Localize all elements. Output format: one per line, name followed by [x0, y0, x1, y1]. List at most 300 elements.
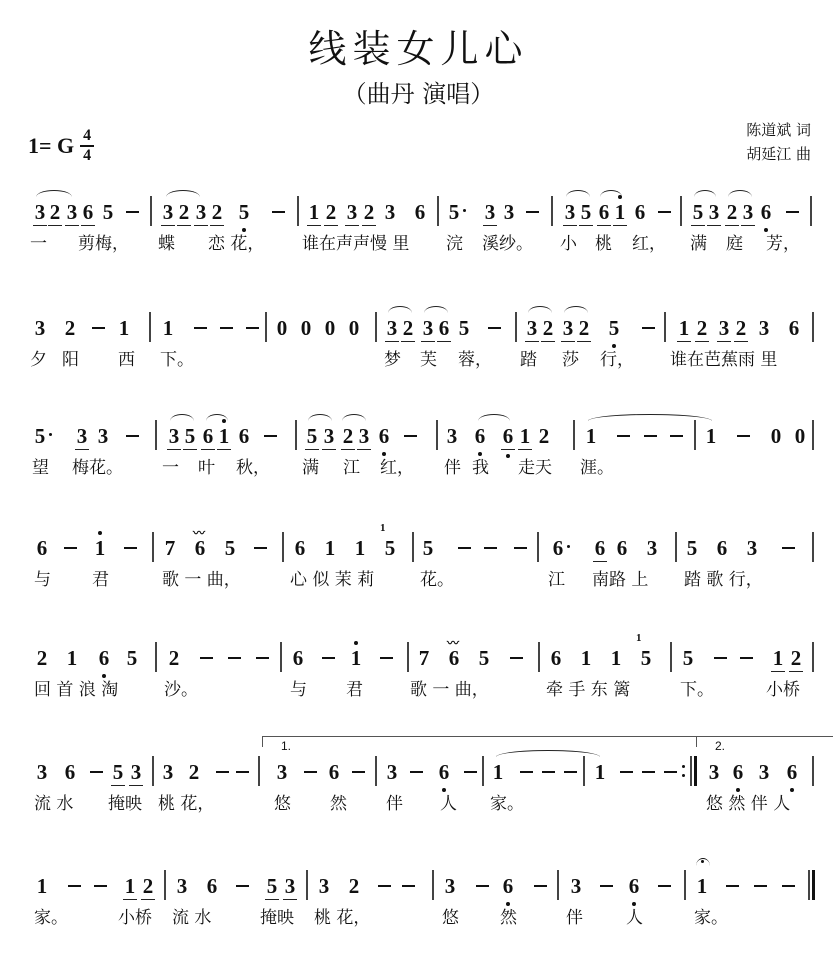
sustain-dash [254, 547, 267, 549]
note: 6 [626, 874, 642, 898]
note: 3 [446, 424, 458, 448]
note: 1 [122, 874, 138, 898]
note: 3 [420, 316, 436, 340]
note: 2 [47, 200, 63, 224]
sustain-dash [124, 547, 137, 549]
sustain-dash [514, 547, 527, 549]
lyric-text: 一 [162, 458, 179, 478]
note: 1 [348, 646, 364, 670]
note: 1 [770, 646, 786, 670]
note: 6 [328, 760, 340, 784]
barline [538, 642, 540, 672]
barline [690, 756, 692, 786]
barline [152, 532, 154, 562]
note: 3 [32, 200, 48, 224]
note: 3 [384, 316, 400, 340]
lyric-text: 君 [346, 680, 363, 700]
slur [566, 190, 590, 197]
sustain-dash [600, 885, 613, 887]
note: 3 [740, 200, 756, 224]
sustain-dash [194, 327, 207, 329]
volta-bracket: 1. [262, 736, 711, 747]
lyric-text: 桃 [595, 234, 612, 254]
lyric-text: 伴 [386, 794, 403, 814]
score-system-1 [0, 200, 837, 280]
repeat-sign [682, 762, 686, 782]
barline [164, 870, 166, 900]
barline [675, 532, 677, 562]
sustain-dash [200, 657, 213, 659]
note: 1 [324, 536, 336, 560]
barline [684, 870, 686, 900]
barline [808, 870, 810, 900]
sustain-dash [564, 771, 577, 773]
note: 1 [610, 646, 622, 670]
note: 3 [746, 536, 758, 560]
note: 2 [168, 646, 180, 670]
note: 6 [592, 536, 608, 560]
note: 0 [794, 424, 806, 448]
note: 3 [318, 874, 330, 898]
lyric-text: 夕 [30, 350, 47, 370]
slur [600, 190, 622, 197]
note: 5 [110, 760, 126, 784]
note: 3 [193, 200, 209, 224]
note: 2 [64, 316, 76, 340]
note: 2 [348, 874, 360, 898]
slur [694, 190, 716, 197]
note: 3 [97, 424, 109, 448]
sustain-dash [410, 771, 423, 773]
sustain-dash [228, 657, 241, 659]
lyric-text: 然 [330, 794, 347, 814]
note: 5 [640, 646, 652, 670]
note: 3 [482, 200, 498, 224]
sustain-dash [542, 771, 555, 773]
note: 1 [517, 424, 533, 448]
lyric-text: 南路 上 [592, 570, 649, 590]
barline [375, 756, 377, 786]
note: 6 [36, 536, 48, 560]
note: 1 [118, 316, 130, 340]
note: 5 [578, 200, 594, 224]
lyric-text: 人 [626, 908, 643, 928]
lyric-text: 悠 [442, 908, 459, 928]
note: 3 [162, 760, 174, 784]
grace-note: 1 [636, 632, 642, 644]
barline [152, 756, 154, 786]
note: 1 [306, 200, 322, 224]
score-system-7 [0, 874, 837, 954]
note: 1 [492, 760, 504, 784]
sustain-dash [617, 435, 630, 437]
score-system-4 [0, 522, 837, 616]
slur [308, 414, 332, 421]
note: 2 [209, 200, 225, 224]
note: 6 [596, 200, 612, 224]
final-barline [812, 870, 815, 900]
note: 0 [276, 316, 288, 340]
slur [170, 414, 194, 421]
lyric-text: 剪梅， [78, 234, 129, 254]
slur [206, 414, 228, 421]
barline [295, 420, 297, 450]
sustain-dash [534, 885, 547, 887]
note: 6 [294, 536, 306, 560]
note: 6 [436, 316, 452, 340]
note: 2 [540, 316, 556, 340]
note: 0 [324, 316, 336, 340]
lyric-text: 与 [34, 570, 51, 590]
sustain-dash [126, 211, 139, 213]
lyric-text: 沙。 [164, 680, 198, 700]
barline [306, 870, 308, 900]
note: 6 [730, 760, 746, 784]
barline [515, 312, 517, 342]
note: 6 [376, 424, 392, 448]
barline [694, 420, 696, 450]
note: 1 [66, 646, 78, 670]
note: 2 [36, 646, 48, 670]
note: 3 [384, 200, 396, 224]
note: 7 [418, 646, 430, 670]
slur [588, 414, 712, 421]
lyric-text: 叶 [198, 458, 215, 478]
lyric-text: 人 [440, 794, 457, 814]
sustain-dash [782, 547, 795, 549]
note: 3 [128, 760, 144, 784]
lyric-text: 悠 然 伴 人 [706, 794, 791, 814]
note: 3 [570, 874, 582, 898]
sustain-dash [64, 547, 77, 549]
lyric-text: 悠 [274, 794, 291, 814]
note: 3 [176, 874, 188, 898]
note: 5 [422, 536, 434, 560]
lyric-text: 恋 花， [208, 234, 265, 254]
note: 6 [758, 200, 774, 224]
note: 0 [348, 316, 360, 340]
barline [375, 312, 377, 342]
sustain-dash [670, 435, 683, 437]
mordent-icon: 〰 [447, 636, 458, 650]
lyric-text: 涯。 [580, 458, 614, 478]
composer-credit: 胡延江 曲 [746, 145, 811, 163]
lyric-text: 行， [600, 350, 634, 370]
note: 3 [160, 200, 176, 224]
slur [528, 306, 552, 313]
final-barline [694, 756, 697, 786]
sustain-dash [484, 547, 497, 549]
barline [280, 642, 282, 672]
lyric-text: 君 [92, 570, 109, 590]
sustain-dash [737, 435, 750, 437]
lyric-text: 掩映 [108, 794, 142, 814]
high-octave-dot [354, 641, 358, 645]
key-label: 1= G [28, 133, 75, 158]
grace-note: 1 [380, 522, 386, 534]
note: 6 [436, 760, 452, 784]
lyric-text: 莎 [562, 350, 579, 370]
barline [482, 756, 484, 786]
barline [149, 312, 151, 342]
slur [728, 190, 752, 197]
lyric-text: 溪纱。 [482, 234, 533, 254]
note: 6 [238, 424, 250, 448]
slur [36, 190, 72, 197]
note: 5 [34, 424, 46, 448]
note: 1 [162, 316, 174, 340]
lyric-text: 满 [690, 234, 707, 254]
note: 3 [34, 316, 46, 340]
lyric-text: 家。 [34, 908, 68, 928]
note: 5 [606, 316, 622, 340]
note: 2 [400, 316, 416, 340]
note: 5 [304, 424, 320, 448]
note: 3 [758, 316, 770, 340]
sustain-dash [488, 327, 501, 329]
sustain-dash [754, 885, 767, 887]
note: 6 [448, 646, 460, 670]
sustain-dash [620, 771, 633, 773]
lyric-text: 回 首 浪 淘 [34, 680, 119, 700]
lyric-text: 小 [560, 234, 577, 254]
barline [412, 532, 414, 562]
lyric-text: 谁在声声慢 里 [302, 234, 410, 254]
sustain-dash [236, 771, 249, 773]
note: 3 [708, 760, 720, 784]
barline [680, 196, 682, 226]
sustain-dash [476, 885, 489, 887]
sustain-dash [380, 657, 393, 659]
score-system-2 [0, 316, 837, 396]
lyric-text: 走天 [518, 458, 552, 478]
barline [155, 420, 157, 450]
barline [432, 870, 434, 900]
lyric-text: 满 [302, 458, 319, 478]
note: 3 [646, 536, 658, 560]
note: 6 [552, 536, 564, 560]
lyric-text: 江 [548, 570, 565, 590]
note: 3 [36, 760, 48, 784]
lyric-text: 蓉， [458, 350, 492, 370]
note: 6 [194, 536, 206, 560]
sustain-dash [782, 885, 795, 887]
note: 5 [384, 536, 396, 560]
score-system-3 [0, 424, 837, 504]
note: 3 [356, 424, 372, 448]
note: 6 [634, 200, 646, 224]
sustain-dash [126, 435, 139, 437]
slur [388, 306, 412, 313]
score-system-6 [0, 739, 837, 840]
slur [496, 750, 600, 757]
sustain-dash [94, 885, 107, 887]
note: 3 [276, 760, 288, 784]
time-signature [80, 128, 94, 164]
barline [258, 756, 260, 786]
note: 6 [500, 424, 516, 448]
time-sig-bottom: 4 [83, 147, 92, 164]
barline [573, 420, 575, 450]
note: 5 [690, 200, 706, 224]
barline [282, 532, 284, 562]
barline [407, 642, 409, 672]
lyric-text: 家。 [490, 794, 524, 814]
sustain-dash [90, 771, 103, 773]
lyricist-credit: 陈道斌 词 [746, 121, 811, 139]
note: 2 [694, 316, 710, 340]
lyric-text: 浣 [446, 234, 463, 254]
augmentation-dot [567, 545, 570, 548]
note: 6 [716, 536, 728, 560]
sustain-dash [402, 885, 415, 887]
lyric-text: 桃 花， [314, 908, 371, 928]
sustain-dash [714, 657, 727, 659]
sustain-dash [92, 327, 105, 329]
sustain-dash [404, 435, 417, 437]
note: 5 [236, 200, 252, 224]
lyric-text: 踏 歌 行， [684, 570, 763, 590]
note: 5 [686, 536, 698, 560]
note: 1 [354, 536, 366, 560]
note: 6 [96, 646, 112, 670]
note: 6 [200, 424, 216, 448]
mordent-icon: 〰 [193, 526, 204, 540]
note: 3 [716, 316, 732, 340]
barline [436, 420, 438, 450]
sustain-dash [220, 327, 233, 329]
sustain-dash [658, 885, 671, 887]
high-octave-dot [98, 531, 102, 535]
lyric-text: 秋， [236, 458, 270, 478]
note: 2 [340, 424, 356, 448]
sustain-dash [246, 327, 259, 329]
credits [746, 118, 811, 166]
note: 1 [216, 424, 232, 448]
barline [812, 420, 814, 450]
note: 2 [724, 200, 740, 224]
note: 3 [560, 316, 576, 340]
note: 6 [292, 646, 304, 670]
note: 5 [102, 200, 114, 224]
lyric-text: 歌 一 曲， [410, 680, 489, 700]
augmentation-dot [463, 209, 466, 212]
sustain-dash [664, 771, 677, 773]
note: 2 [176, 200, 192, 224]
lyric-text: 牵 手 东 篱 [546, 680, 631, 700]
note: 0 [770, 424, 782, 448]
note: 2 [188, 760, 200, 784]
barline [583, 756, 585, 786]
barline [437, 196, 439, 226]
note: 5 [224, 536, 236, 560]
lyric-text: 流 水 [34, 794, 74, 814]
note: 6 [80, 200, 96, 224]
note: 7 [164, 536, 176, 560]
song-title: 线装女儿心 [308, 27, 529, 71]
sustain-dash [322, 657, 335, 659]
volta-bracket: 2. [696, 736, 833, 747]
note: 6 [472, 424, 488, 448]
note: 1 [585, 424, 597, 448]
lyric-text: 家。 [694, 908, 728, 928]
sustain-dash [740, 657, 753, 659]
lyric-text: 西 [118, 350, 135, 370]
note: 1 [705, 424, 717, 448]
lyric-text: 伴 [566, 908, 583, 928]
lyric-text: 我 [472, 458, 489, 478]
sustain-dash [352, 771, 365, 773]
barline [557, 870, 559, 900]
note: 3 [321, 424, 337, 448]
lyric-text: 梦 [384, 350, 401, 370]
note: 6 [206, 874, 218, 898]
note: 3 [386, 760, 398, 784]
barline [551, 196, 553, 226]
note: 5 [682, 646, 694, 670]
sustain-dash [726, 885, 739, 887]
augmentation-dot [49, 433, 52, 436]
lyric-text: 与 [290, 680, 307, 700]
sustain-dash [644, 435, 657, 437]
note: 6 [616, 536, 628, 560]
lyric-text: 庭 [726, 234, 743, 254]
performer-subtitle: （曲丹 演唱） [342, 80, 495, 108]
sustain-dash [464, 771, 477, 773]
lyric-text: 芙 [420, 350, 437, 370]
note: 5 [126, 646, 138, 670]
sustain-dash [304, 771, 317, 773]
note: 1 [676, 316, 692, 340]
note: 3 [758, 760, 770, 784]
sustain-dash [264, 435, 277, 437]
note: 2 [788, 646, 804, 670]
note: 2 [140, 874, 156, 898]
sustain-dash [786, 211, 799, 213]
sustain-dash [272, 211, 285, 213]
note: 3 [282, 874, 298, 898]
note: 1 [612, 200, 628, 224]
sustain-dash [378, 885, 391, 887]
note: 1 [696, 874, 708, 898]
lyric-text: 流 水 [172, 908, 212, 928]
note: 3 [706, 200, 722, 224]
note: 5 [448, 200, 460, 224]
note: 2 [733, 316, 749, 340]
lyric-text: 小桥 [118, 908, 152, 928]
note: 1 [594, 760, 606, 784]
note: 5 [458, 316, 470, 340]
note: 3 [562, 200, 578, 224]
slur [478, 414, 510, 421]
lyric-text: 红， [380, 458, 414, 478]
note: 5 [264, 874, 280, 898]
note: 3 [74, 424, 90, 448]
lyric-text: 小桥 [766, 680, 800, 700]
note: 6 [788, 316, 800, 340]
slur [166, 190, 200, 197]
slur [424, 306, 448, 313]
sustain-dash [256, 657, 269, 659]
barline [812, 642, 814, 672]
lyric-text: 歌 一 曲， [162, 570, 241, 590]
note: 6 [500, 874, 516, 898]
lyric-text: 阳 [62, 350, 79, 370]
sustain-dash [68, 885, 81, 887]
sustain-dash [658, 211, 671, 213]
lyric-text: 江 [343, 458, 360, 478]
lyric-text: 桃 花， [158, 794, 215, 814]
